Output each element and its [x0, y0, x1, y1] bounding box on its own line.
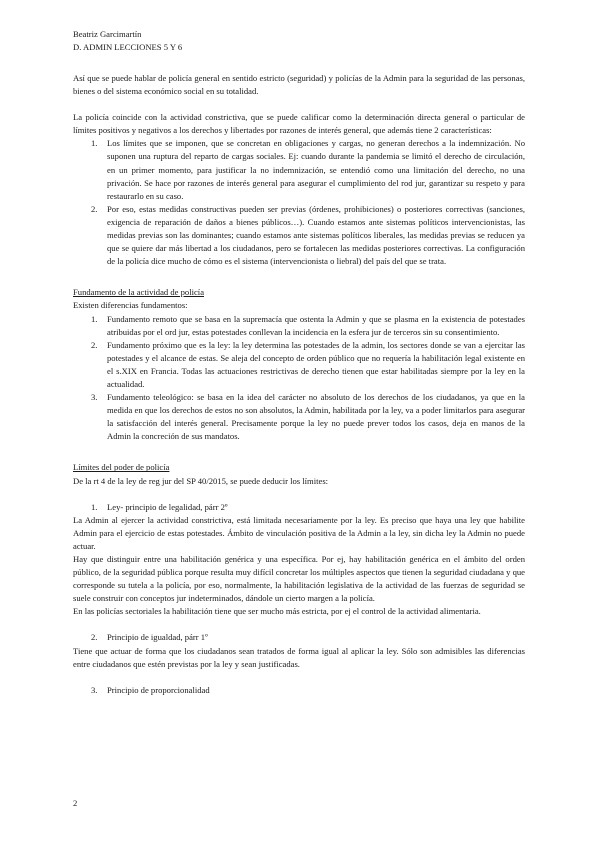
subsection-title: Principio de proporcionalidad	[107, 684, 210, 695]
list-item	[73, 391, 525, 443]
igualdad-paragraph-1: Tiene que actuar de forma que los ciudadanos sean tratados de forma igual al aplicar la ley. Sólo son admisibles las diferencias entre ciudadanos que estén previstas por la ley y sean justificadas.	[73, 645, 525, 669]
intro-paragraph-2: La policía coincide con la actividad constrictiva, que se puede calificar como la determinación directa general o particular de límites positivos y negativos a los derechos y libertades por razones de interés general, que además tiene 2 características:	[73, 112, 525, 136]
legalidad-paragraph-2: Hay que distinguir entre una habilitación genérica y una específica. Por ej, hay habilitación genérica en el ámbito del orden público, de la seguridad pública porque resulta muy difícil concretar los múltiples aspectos que tienen la seguridad ciudadana y que corresponde su tutela a la policía, por eso, normalmente, la habilitación legislativa de la actividad de las fuerzas de seguridad se suele construir con conceptos jur indeterminados, dándole un cierto margen a la policía.	[73, 554, 525, 604]
subsection-title: Ley- principio de legalidad, párr 2º	[107, 501, 228, 512]
subsection-heading-legalidad	[73, 501, 525, 514]
section-title-fundamento: Fundamento de la actividad de policía	[73, 287, 205, 298]
list-item-text: Por eso, estas medidas constructivas pueden ser previas (órdenes, prohibiciones) o posteriores correctivas (sanciones, exigencia de reparación de daños a bienes públicos…). Cuando estamos ante sistemas políticos intervencionistas, las medidas previas son las dominantes; cuando estamos ante sistemas políticos liberales, las medidas previas se reducen ya que se quiere dar más libertad a los ciudadanos, pero se fortalecen las medidas posteriores correctivas. La configuración de la policía dice mucho de cómo es el sistema (intervencionista o liebral) del país del que se trata.	[107, 203, 525, 267]
legalidad-paragraph-3: En las policías sectoriales la habilitación tiene que ser mucho más estricta, por ej el control de la actividad alimentaria.	[73, 606, 481, 617]
author-name: Beatriz Garcimartín	[73, 29, 142, 39]
subsection-heading-igualdad	[73, 631, 525, 644]
list-number: 2.	[91, 339, 98, 350]
limites-lead: De la rt 4 de la ley de reg jur del SP 40/2015, se puede deducir los límites:	[73, 475, 329, 486]
page-header	[73, 28, 182, 54]
list-item-text: Fundamento próximo que es la ley: la ley determina las potestades de la admin, los sectores donde se van a ejercitar las potestades y el alcance de estas. Se aleja del concepto de orden público que no requería la habilitación legal existente en el s.XIX en Francia. Todas las actuaciones restrictivas de derecho tienen que estar habilitadas siempre por la ley en la actualidad.	[107, 339, 525, 389]
subsection-title: Principio de igualdad, párr 1º	[107, 632, 208, 643]
intro-paragraph-1: Así que se puede hablar de policía general en sentido estricto (seguridad) y policías de la Admin para la seguridad de las personas, bienes o del sistema económico social en su totalidad.	[73, 73, 525, 97]
page-number: 2	[73, 798, 78, 808]
subsection-number: 2.	[91, 632, 98, 643]
list-item-text: Los límites que se imponen, que se concretan en obligaciones y cargas, no generan derechos a la indemnización. No suponen una ruptura del reparto de cargas sociales. Ej: cuando durante la pandemia se limitó el derecho de circulación, en un primer momento, para justificar la no indemnización, se entendió como una limitación del derecho, no una privación. Se hace por razones de interés general para asegurar el cumplimiento del rod jur, garantizar su respeto y para restaurarlo en su caso.	[107, 138, 525, 201]
list-item-text: Fundamento teleológico: se basa en la idea del carácter no absoluto de los derechos de los ciudadanos, ya que en la medida en que los derechos de estos no son absolutos, la Admin, habilitada por la ley, va a poder limitarlos para asegurar la satisfacción del interés general. Precisamente porque la ley no puede prever todos los casos, deja en manos de la Admin la concreción de sus mandatos.	[107, 392, 525, 442]
document-body	[73, 72, 525, 697]
document-subject: D. ADMIN LECCIONES 5 Y 6	[73, 42, 183, 52]
list-number: 3.	[91, 392, 98, 403]
list-number: 1.	[91, 313, 98, 324]
list-number: 2.	[91, 203, 98, 214]
list-item	[73, 313, 525, 339]
section-title-limites: Límites del poder de policía	[73, 462, 170, 473]
subsection-number: 1.	[91, 501, 98, 512]
characteristics-list	[73, 137, 525, 268]
list-item	[73, 203, 525, 268]
list-number: 1.	[91, 138, 98, 149]
list-item	[73, 137, 525, 202]
subsection-heading-proporcionalidad	[73, 684, 525, 697]
subsection-number: 3.	[91, 684, 98, 695]
fundamento-list	[73, 313, 525, 444]
list-item	[73, 339, 525, 391]
fundamento-lead: Existen diferencias fundamentos:	[73, 300, 188, 311]
legalidad-paragraph-1: La Admin al ejercer la actividad constrictiva, está limitada necesariamente por la ley. Es preciso que haya una ley que habilite Admin para el ejercicio de estas potestades. Ámbito de vinculación positiva de la Admin a la ley, sin dicha ley la Admin no puede actuar.	[73, 514, 525, 551]
list-item-text: Fundamento remoto que se basa en la supremacía que ostenta la Admin y que se plasma en la existencia de potestades atribuidas por el ord jur, estas potestades conllevan la incidencia en la esfera jur de terceros sin su consentimiento.	[107, 313, 525, 337]
